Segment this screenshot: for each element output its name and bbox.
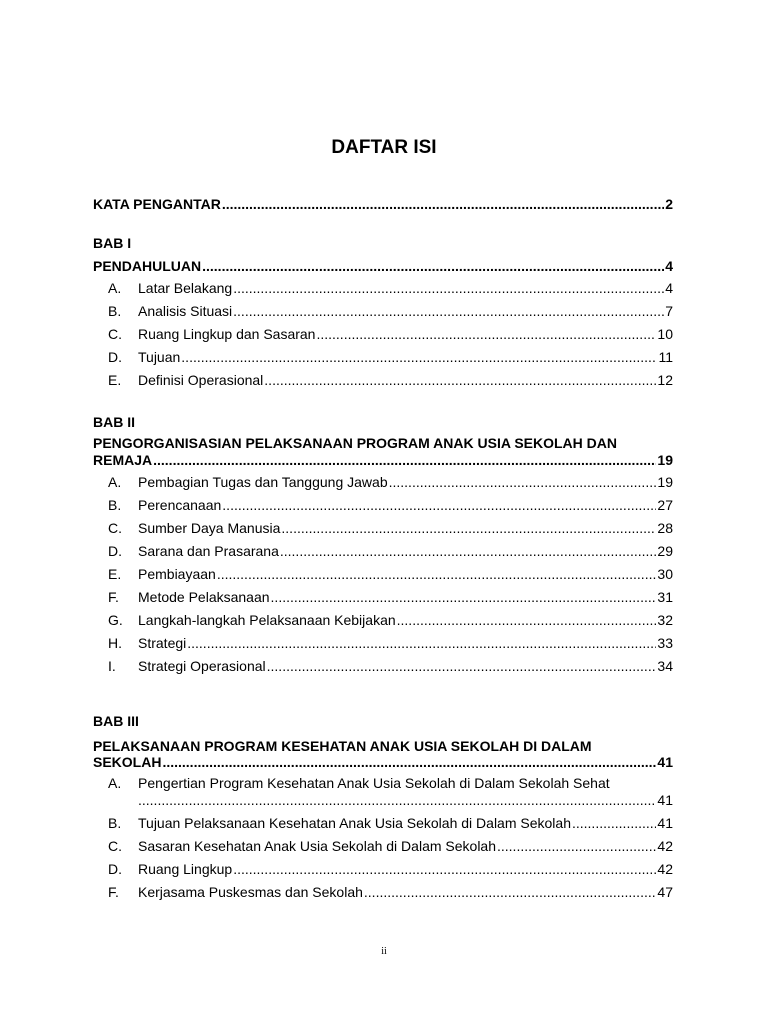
leader-dots: [264, 370, 656, 390]
toc-entry-letter: B.: [108, 303, 122, 319]
toc-entry[interactable]: [93, 370, 673, 390]
toc-entry-label: Sumber Daya Manusia: [138, 520, 281, 536]
leader-dots: [267, 656, 657, 676]
toc-entry-letter: B.: [108, 497, 122, 513]
leader-dots: [153, 450, 656, 470]
toc-entry[interactable]: [93, 633, 673, 653]
toc-entry-bab2-title[interactable]: [93, 450, 673, 470]
page-title: DAFTAR ISI: [331, 137, 437, 158]
toc-entry-letter: I.: [108, 658, 116, 674]
toc-entry-label: Analisis Situasi: [138, 303, 233, 319]
toc-entry-page: 7: [665, 303, 673, 319]
toc-entry[interactable]: [93, 587, 673, 607]
toc-entry-page: 19: [657, 452, 673, 468]
toc-entry-label: REMAJA: [93, 452, 153, 468]
leader-dots: [364, 882, 657, 902]
toc-entry-label: Tujuan: [138, 349, 181, 365]
leader-dots: [202, 256, 664, 276]
toc-entry-label: Ruang Lingkup: [138, 861, 233, 877]
toc-entry-page: 34: [657, 658, 673, 674]
toc-entry[interactable]: [93, 813, 673, 833]
toc-entry-label: Pengertian Program Kesehatan Anak Usia Sekolah di Dalam Sekolah Sehat: [138, 775, 610, 791]
toc-entry[interactable]: [93, 541, 673, 561]
toc-entry[interactable]: [93, 472, 673, 492]
toc-entry-letter: F.: [108, 884, 119, 900]
page-number: ii: [381, 946, 387, 957]
toc-entry-page: 42: [657, 861, 673, 877]
toc-entry-letter: E.: [108, 372, 122, 388]
leader-dots: [222, 194, 664, 214]
toc-entry-bab3-a-line2[interactable]: [93, 790, 673, 810]
toc-entry-letter: B.: [108, 815, 122, 831]
leader-dots: [316, 324, 656, 344]
leader-dots: [162, 752, 656, 772]
leader-dots: [497, 836, 656, 856]
toc-entry-page: 42: [657, 838, 673, 854]
toc-entry-label: Tujuan Pelaksanaan Kesehatan Anak Usia Sekolah di Dalam Sekolah: [138, 815, 571, 831]
toc-entry-label: KATA PENGANTAR: [93, 196, 221, 212]
leader-dots: [280, 541, 657, 561]
toc-entry-page: 11: [658, 349, 673, 365]
toc-entry-page: 10: [657, 326, 673, 342]
toc-entry-page: 27: [657, 497, 673, 513]
leader-dots: [233, 301, 664, 321]
chapter-title-bab3-line1: PELAKSANAAN PROGRAM KESEHATAN ANAK USIA SEKOLAH DI DALAM: [93, 738, 592, 754]
toc-entry[interactable]: [93, 610, 673, 630]
toc-entry-kata-pengantar[interactable]: [93, 194, 673, 214]
toc-entry[interactable]: [93, 518, 673, 538]
toc-entry-page: 31: [657, 589, 673, 605]
leader-dots: [181, 347, 657, 367]
toc-entry[interactable]: [93, 882, 673, 902]
toc-entry-letter: A.: [108, 775, 122, 791]
toc-entry[interactable]: [93, 564, 673, 584]
toc-entry[interactable]: [93, 859, 673, 879]
leader-dots: [187, 633, 656, 653]
toc-entry-page: 41: [657, 815, 673, 831]
toc-entry[interactable]: [93, 301, 673, 321]
toc-entry-page: 4: [665, 258, 673, 274]
toc-entry-label: Kerjasama Puskesmas dan Sekolah: [138, 884, 363, 900]
toc-entry-label: Sarana dan Prasarana: [138, 543, 279, 559]
toc-entry-label: Pembiayaan: [138, 566, 216, 582]
toc-entry-label: Perencanaan: [138, 497, 222, 513]
toc-entry[interactable]: [93, 278, 673, 298]
toc-entry-label: PENDAHULUAN: [93, 258, 202, 274]
toc-entry-label: Ruang Lingkup dan Sasaran: [138, 326, 316, 342]
leader-dots: [138, 790, 656, 810]
toc-entry[interactable]: [93, 347, 673, 367]
toc-entry-letter: C.: [108, 520, 122, 536]
toc-entry-letter: A.: [108, 474, 122, 490]
toc-entry-letter: C.: [108, 326, 122, 342]
toc-entry-page: 19: [657, 474, 673, 490]
toc-entry-label: Sasaran Kesehatan Anak Usia Sekolah di Dalam Sekolah: [138, 838, 496, 854]
chapter-heading-bab1: BAB I: [93, 235, 132, 251]
leader-dots: [233, 859, 656, 879]
chapter-heading-bab3: BAB III: [93, 713, 139, 729]
leader-dots: [217, 564, 657, 584]
toc-entry-bab3-title[interactable]: [93, 752, 673, 772]
leader-dots: [233, 278, 664, 298]
toc-entry-page: 41: [657, 792, 673, 808]
toc-entry[interactable]: [93, 324, 673, 344]
toc-entry-label: Strategi: [138, 635, 187, 651]
toc-entry-page: 28: [657, 520, 673, 536]
toc-entry-page: 32: [657, 612, 673, 628]
toc-entry-label: Langkah-langkah Pelaksanaan Kebijakan: [138, 612, 396, 628]
toc-entry[interactable]: [93, 495, 673, 515]
toc-entry-bab1-title[interactable]: [93, 256, 673, 276]
toc-entry-letter: H.: [108, 635, 122, 651]
toc-entry-page: 2: [665, 196, 673, 212]
toc-entry-page: 47: [657, 884, 673, 900]
toc-entry-page: 41: [657, 754, 673, 770]
toc-entry-page: 30: [657, 566, 673, 582]
toc-entry-page: 29: [657, 543, 673, 559]
toc-entry-page: 12: [657, 372, 673, 388]
toc-entry-letter: F.: [108, 589, 119, 605]
toc-entry-label: Definisi Operasional: [138, 372, 264, 388]
toc-entry-label: Pembagian Tugas dan Tanggung Jawab: [138, 474, 388, 490]
toc-entry-page: 4: [665, 280, 673, 296]
toc-entry-label: Metode Pelaksanaan: [138, 589, 270, 605]
toc-entry-letter: D.: [108, 349, 122, 365]
toc-entry-label: SEKOLAH: [93, 754, 162, 770]
toc-entry-letter: D.: [108, 861, 122, 877]
chapter-heading-bab2: BAB II: [93, 414, 135, 430]
toc-entry-letter: A.: [108, 280, 122, 296]
toc-entry[interactable]: [93, 656, 673, 676]
toc-entry-label: Strategi Operasional: [138, 658, 266, 674]
toc-entry[interactable]: [93, 836, 673, 856]
toc-entry-letter: D.: [108, 543, 122, 559]
leader-dots: [389, 472, 657, 492]
toc-entry-letter: G.: [108, 612, 123, 628]
chapter-title-bab2-line1: PENGORGANISASIAN PELAKSANAAN PROGRAM ANAK USIA SEKOLAH DAN: [93, 435, 617, 451]
toc-entry-letter: E.: [108, 566, 122, 582]
toc-entry-page: 33: [657, 635, 673, 651]
leader-dots: [397, 610, 657, 630]
leader-dots: [281, 518, 656, 538]
leader-dots: [572, 813, 656, 833]
leader-dots: [271, 587, 657, 607]
toc-entry-letter: C.: [108, 838, 122, 854]
toc-entry-label: Latar Belakang: [138, 280, 233, 296]
leader-dots: [222, 495, 656, 515]
